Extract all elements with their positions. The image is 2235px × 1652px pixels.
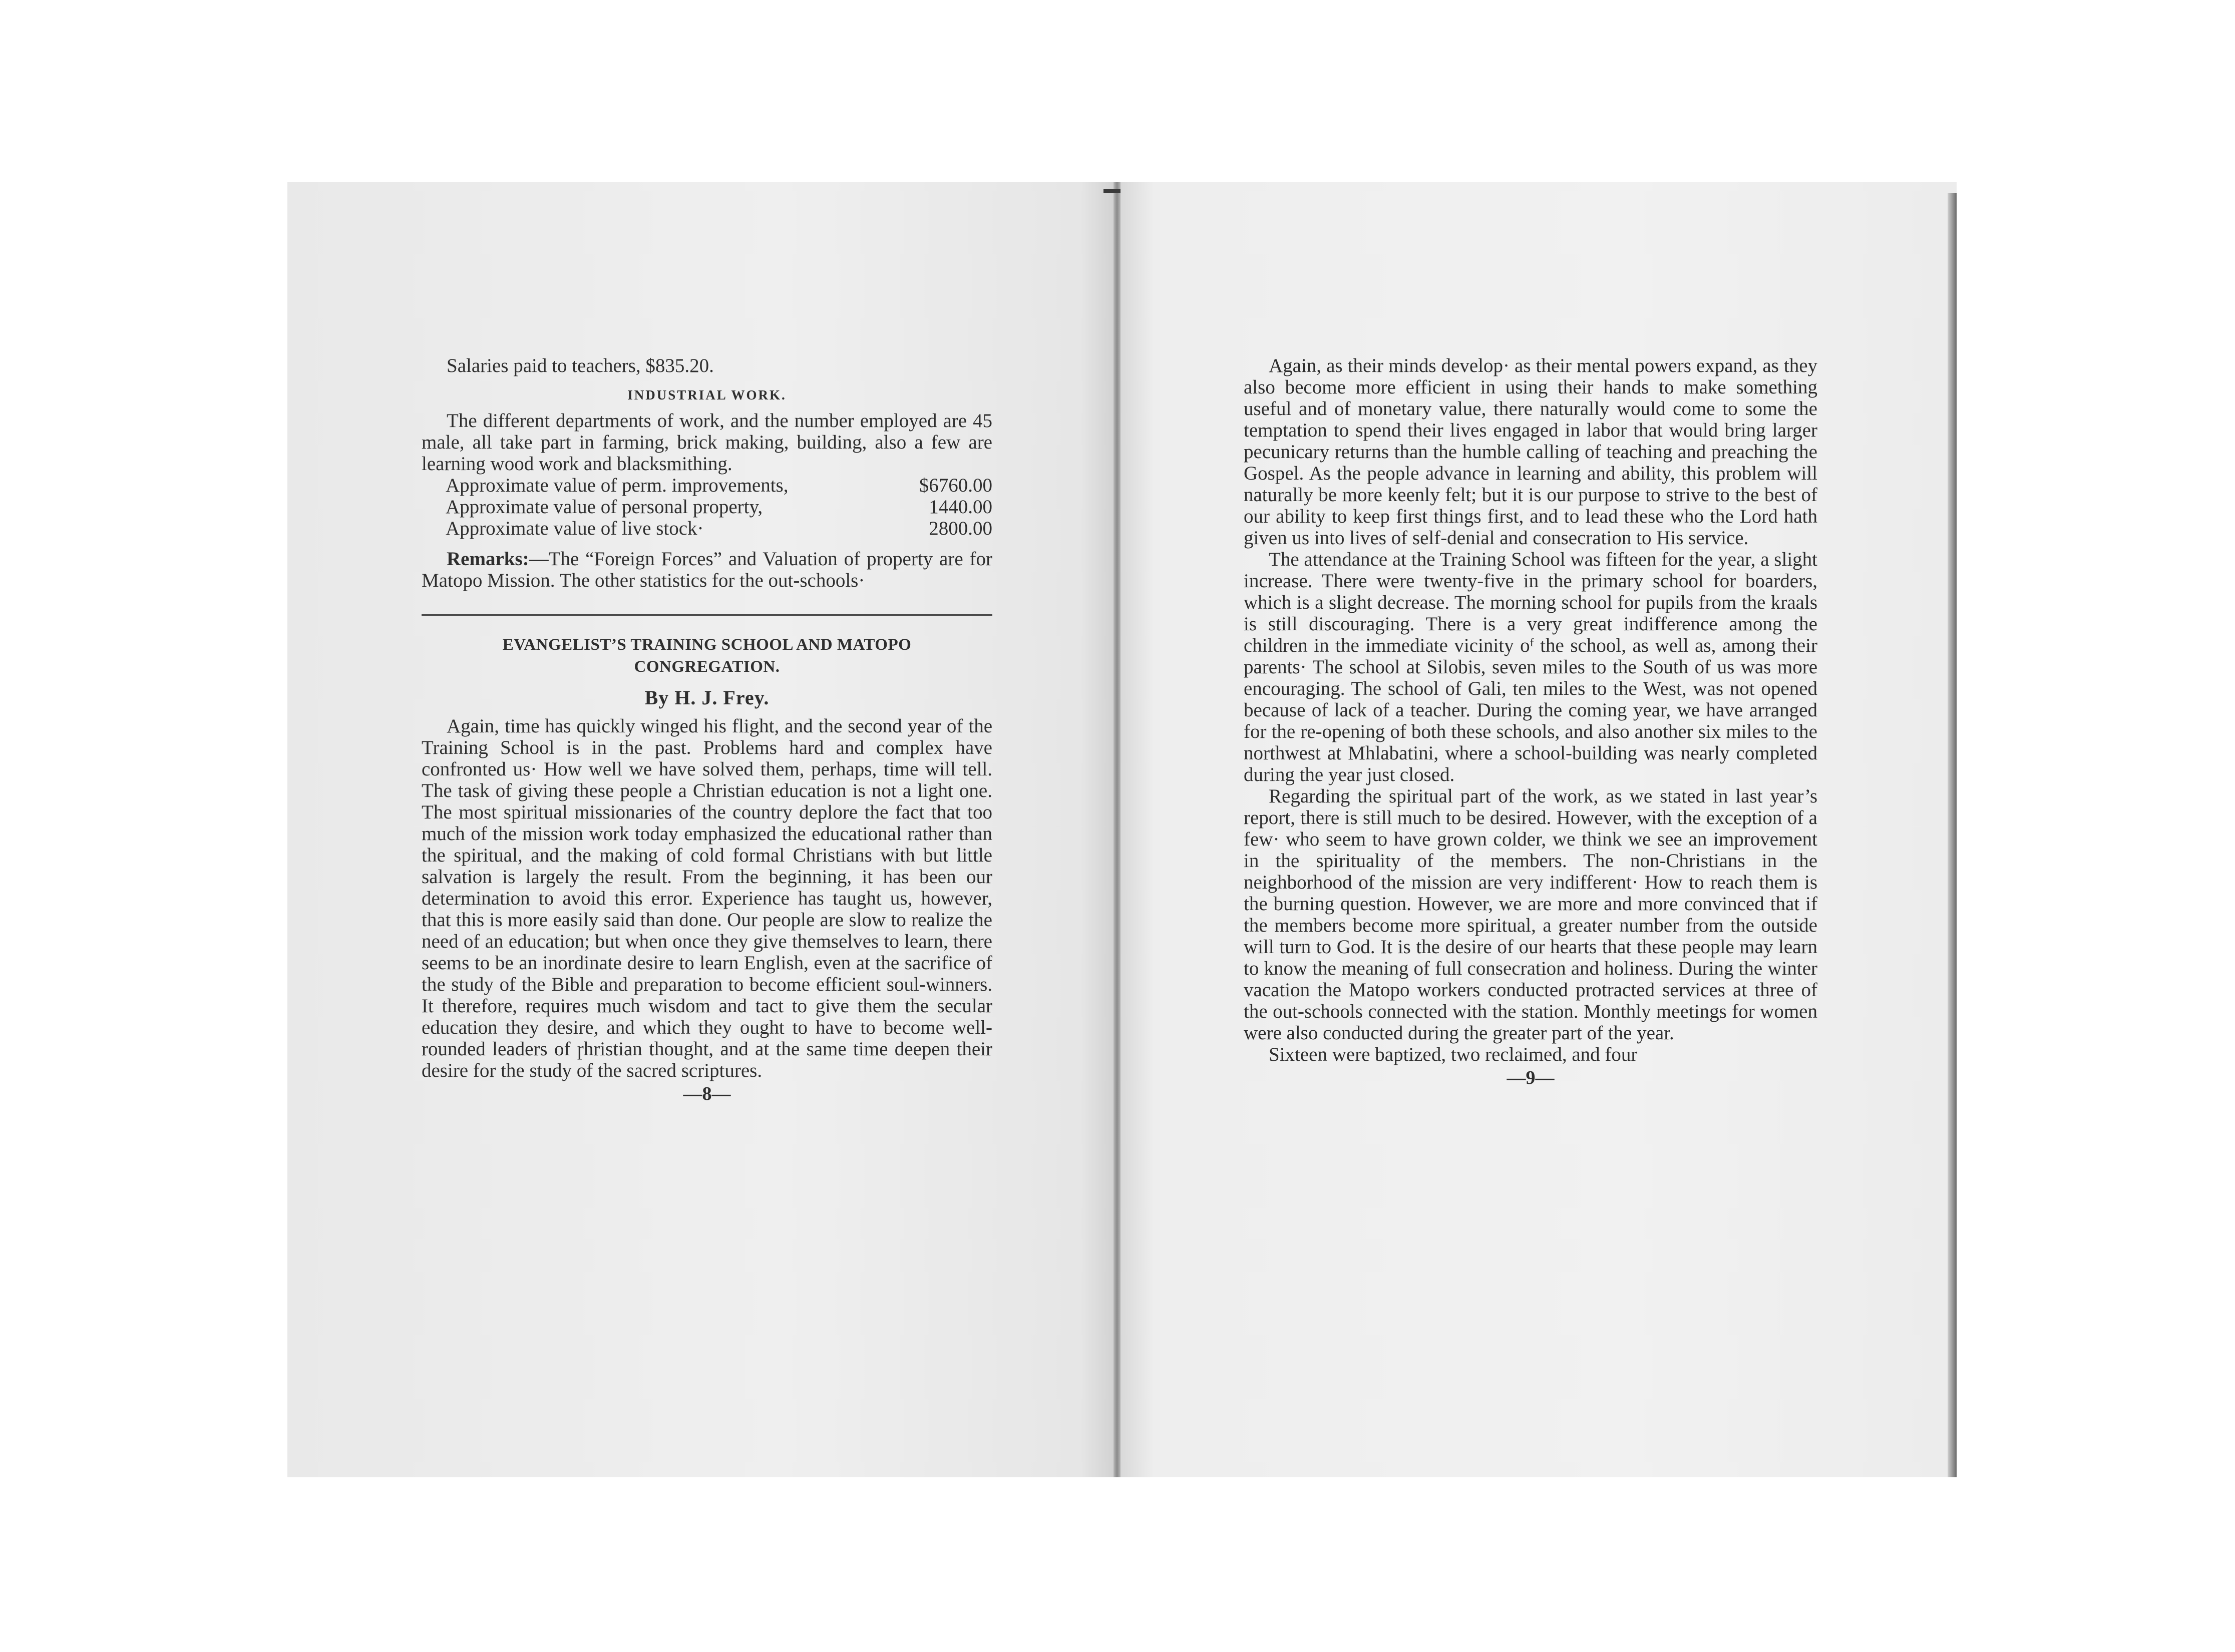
right-page-text xyxy=(1244,355,1817,1089)
left-page-text xyxy=(422,355,992,1105)
page-edge-shadow xyxy=(1948,193,1957,1477)
section-divider xyxy=(422,614,992,616)
body-paragraph: Again, time has quickly winged his flight, and the second year of the Training School is in the past. Problems hard and complex have confronted us· How well we have solved them, perhaps, time will tell. The task of giving these people a Christian education is not a light one. The most spiritual missionaries of the country deplore the fact that too much of the mission work today emphasized the educational rather than the spiritual, and the making of cold formal Christians with but little salvation is largely the result. From the beginning, it has been our determination to avoid this error. Experience has taught us, however, that this is more easily said than done. Our people are slow to realize the need of an education; but when once they give themselves to learn, there seems to be an inordinate desire to learn English, even at the sacrifice of the study of the Bible and preparation to become efficient soul-winners. It therefore, requires much wisdom and tact to give them the secular education they desire, and which they ought to have to become well-rounded leaders of ɼhristian thought, and at the same time deepen their desire for the study of the sacred scriptures. xyxy=(422,715,992,1081)
remarks-label: Remarks:— xyxy=(447,548,549,570)
value-amount: 1440.00 xyxy=(929,496,992,518)
value-amount: $6760.00 xyxy=(919,475,992,496)
book-gutter xyxy=(1113,182,1121,1477)
value-amount: 2800.00 xyxy=(929,518,992,539)
author-byline: By H. J. Frey. xyxy=(644,686,770,709)
industrial-work-text: The different departments of work, and the number employed are 45 male, all take part in farming, brick making, building, also a few are learning wood work and blacksmithing. xyxy=(422,410,992,475)
body-paragraph-2: The attendance at the Training School was fifteen for the year, a slight increase. There were twenty-five in the primary school for boarders, which is a slight decrease. The morning school for pupils from the kraals is still discouraging. There is a very great indifference among the children in the immediate vicinity oᶠ the school, as well as, among their parents· The school at Silobis, seven miles to the South of us was more encouraging. The school of Gali, ten miles to the West, was not opened because of lack of a teacher. During the coming year, we have arranged for the re-opening of both these schools, and also another six miles to the northwest at Mhlabatini, where a school-building was nearly completed during the year just closed. xyxy=(1244,549,1817,785)
body-paragraph-1: Again, as their minds develop· as their mental powers expand, as they also become more efficient in using their hands to make something useful and of monetary value, there naturally would come to some the temptation to spend their lives engaged in labor that would bring larger pecunicary returns than the humble calling of teaching and preaching the Gospel. As the people advance in learning and ability, this problem will naturally be more keenly felt; but it is our purpose to strive to the best of our ability to keep first things first, and to lead these who the Lord hath given us into lives of self-denial and consecration to His service. xyxy=(1244,355,1817,549)
page-number-left: —8— xyxy=(683,1083,731,1104)
value-label: Approximate value of perm. improvements, xyxy=(446,475,789,496)
industrial-work-heading: INDUSTRIAL WORK. xyxy=(627,387,787,402)
salaries-line: Salaries paid to teachers, $835.20. xyxy=(447,355,714,376)
remarks-paragraph xyxy=(422,548,992,591)
section-title xyxy=(422,634,992,678)
section-title-line1: EVANGELIST’S TRAINING SCHOOL AND MATOPO xyxy=(502,636,912,654)
body-paragraph-4: Sixteen were baptized, two reclaimed, and four xyxy=(1269,1044,1638,1065)
book-spread xyxy=(287,182,1957,1477)
section-title-line2: CONGREGATION. xyxy=(634,658,780,676)
value-row-personal-property xyxy=(422,496,992,518)
page-number-right: —9— xyxy=(1507,1067,1555,1088)
remarks-text: The “Foreign Forces” and Valuation of property are for Matopo Mission. The other statistics for the out-schools· xyxy=(422,548,992,591)
value-row-improvements xyxy=(422,475,992,496)
value-label: Approximate value of live stock· xyxy=(446,518,704,539)
value-label: Approximate value of personal property, xyxy=(446,496,763,518)
value-row-live-stock xyxy=(422,518,992,539)
body-paragraph-3: Regarding the spiritual part of the work, as we stated in last year’s report, there is still much to be desired. However, with the exception of a few· who seem to have grown colder, we think we see an improvement in the spirituality of the members. The non-Christians in the neighborhood of the mission are very indifferent· How to reach them is the burning question. However, we are more and more convinced that if the members become more spiritual, a greater number from the outside will turn to God. It is the desire of our hearts that these people may learn to know the meaning of full consecration and holiness. During the winter vacation the Matopo workers conducted protracted services at three of the out-schools connected with the station. Monthly meetings for women were also conducted during the greater part of the year. xyxy=(1244,785,1817,1044)
